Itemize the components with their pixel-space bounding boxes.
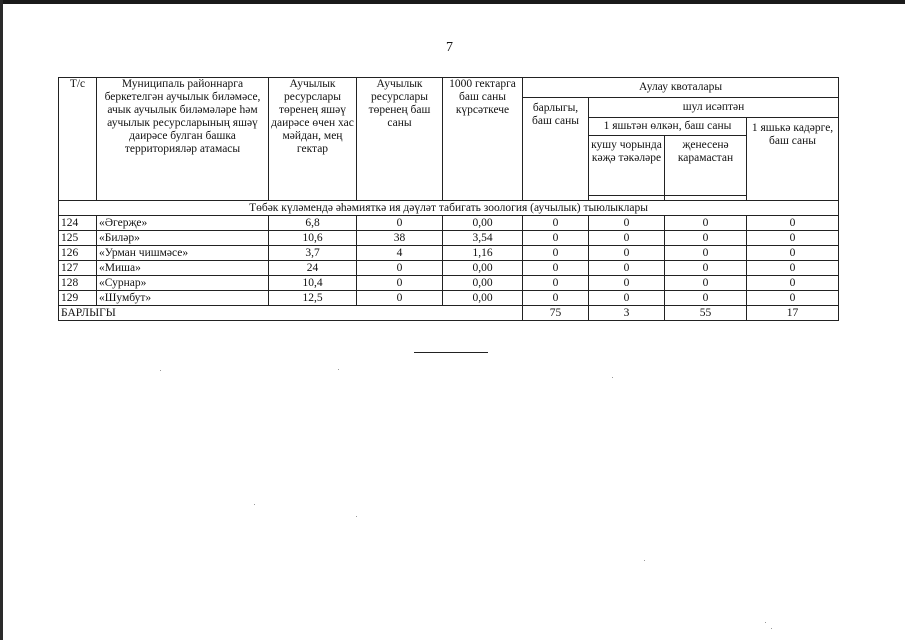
row-num: 127 bbox=[59, 261, 97, 276]
table-row bbox=[59, 246, 839, 261]
row-under: 0 bbox=[747, 276, 839, 291]
row-num: 126 bbox=[59, 246, 97, 261]
scan-speck bbox=[771, 628, 772, 629]
row-nosex: 0 bbox=[665, 216, 747, 231]
scan-speck bbox=[644, 560, 645, 561]
row-total: 0 bbox=[523, 276, 589, 291]
row-nosex: 0 bbox=[665, 246, 747, 261]
row-count: 4 bbox=[357, 246, 443, 261]
row-males: 0 bbox=[589, 261, 665, 276]
totals-nosex: 55 bbox=[665, 306, 747, 321]
totals-males: 3 bbox=[589, 306, 665, 321]
row-area: 10,4 bbox=[269, 276, 357, 291]
table-row bbox=[59, 276, 839, 291]
header-no-sex: җенесенә карамастан bbox=[665, 136, 747, 196]
row-area: 12,5 bbox=[269, 291, 357, 306]
row-num: 129 bbox=[59, 291, 97, 306]
row-count: 0 bbox=[357, 291, 443, 306]
header-density: 1000 гектарга баш саны күрсәткече bbox=[443, 78, 523, 201]
row-count: 0 bbox=[357, 261, 443, 276]
scan-speck bbox=[160, 370, 161, 371]
totals-total: 75 bbox=[523, 306, 589, 321]
header-total: барлыгы, баш саны bbox=[523, 98, 589, 201]
scan-edge-left bbox=[0, 0, 3, 640]
row-nosex: 0 bbox=[665, 231, 747, 246]
row-males: 0 bbox=[589, 276, 665, 291]
row-under: 0 bbox=[747, 261, 839, 276]
row-density: 1,16 bbox=[443, 246, 523, 261]
header-under-one: 1 яшькә кадәрге, баш саны bbox=[747, 118, 839, 201]
scan-speck bbox=[356, 516, 357, 517]
scan-speck bbox=[765, 622, 766, 623]
header-num: Т/с bbox=[59, 78, 97, 201]
row-count: 0 bbox=[357, 216, 443, 231]
page-number: 7 bbox=[446, 40, 453, 55]
row-num: 125 bbox=[59, 231, 97, 246]
row-name: «Сурнар» bbox=[97, 276, 269, 291]
row-under: 0 bbox=[747, 231, 839, 246]
header-area: Аучылык ресурслары төренең яшәү даирәсе өчен хас мәйдан, мең гектар bbox=[269, 78, 357, 201]
row-total: 0 bbox=[523, 246, 589, 261]
header-quota: Аулау квоталары bbox=[523, 78, 839, 98]
row-males: 0 bbox=[589, 216, 665, 231]
scan-edge-top bbox=[0, 0, 905, 4]
row-males: 0 bbox=[589, 231, 665, 246]
row-total: 0 bbox=[523, 231, 589, 246]
row-density: 0,00 bbox=[443, 291, 523, 306]
row-count: 38 bbox=[357, 231, 443, 246]
row-nosex: 0 bbox=[665, 291, 747, 306]
row-name: «Биләр» bbox=[97, 231, 269, 246]
row-under: 0 bbox=[747, 246, 839, 261]
header-name: Муниципаль районнарга беркетелгән аучылык биләмәсе, ачык аучылык биләмәләре һәм аучылык ресурсларының яшәү даирәсе булган башка территорияләр атамасы bbox=[97, 78, 269, 201]
row-area: 3,7 bbox=[269, 246, 357, 261]
row-name: «Шумбут» bbox=[97, 291, 269, 306]
row-nosex: 0 bbox=[665, 276, 747, 291]
row-num: 124 bbox=[59, 216, 97, 231]
table-row bbox=[59, 291, 839, 306]
row-males: 0 bbox=[589, 246, 665, 261]
header-count: Аучылык ресурслары төренең баш саны bbox=[357, 78, 443, 201]
closing-rule bbox=[414, 352, 488, 353]
row-num: 128 bbox=[59, 276, 97, 291]
row-name: «Әгерҗе» bbox=[97, 216, 269, 231]
table-row bbox=[59, 261, 839, 276]
row-area: 10,6 bbox=[269, 231, 357, 246]
totals-label: БАРЛЫГЫ bbox=[59, 306, 523, 321]
row-density: 0,00 bbox=[443, 216, 523, 231]
row-area: 6,8 bbox=[269, 216, 357, 231]
row-density: 0,00 bbox=[443, 261, 523, 276]
row-count: 0 bbox=[357, 276, 443, 291]
table-row bbox=[59, 216, 839, 231]
header-males-rut: кушу чорында кәҗә тәкәләре bbox=[589, 136, 665, 196]
row-nosex: 0 bbox=[665, 261, 747, 276]
table-row bbox=[59, 231, 839, 246]
scan-speck bbox=[338, 369, 339, 370]
row-males: 0 bbox=[589, 291, 665, 306]
header-over-one: 1 яшьтән өлкән, баш саны bbox=[589, 118, 747, 136]
totals-row bbox=[59, 306, 839, 321]
row-name: «Урман чишмәсе» bbox=[97, 246, 269, 261]
row-under: 0 bbox=[747, 216, 839, 231]
totals-under: 17 bbox=[747, 306, 839, 321]
scan-speck bbox=[612, 377, 613, 378]
row-total: 0 bbox=[523, 216, 589, 231]
header-including: шул исәптән bbox=[589, 98, 839, 118]
row-total: 0 bbox=[523, 261, 589, 276]
row-under: 0 bbox=[747, 291, 839, 306]
row-name: «Миша» bbox=[97, 261, 269, 276]
row-area: 24 bbox=[269, 261, 357, 276]
row-total: 0 bbox=[523, 291, 589, 306]
scan-speck bbox=[254, 504, 255, 505]
row-density: 0,00 bbox=[443, 276, 523, 291]
section-title: Төбәк күләмендә әһәмияткә ия дәүләт табигать зоология (аучылык) тыюлыклары bbox=[59, 201, 839, 216]
hunting-quota-table bbox=[58, 77, 839, 321]
row-density: 3,54 bbox=[443, 231, 523, 246]
